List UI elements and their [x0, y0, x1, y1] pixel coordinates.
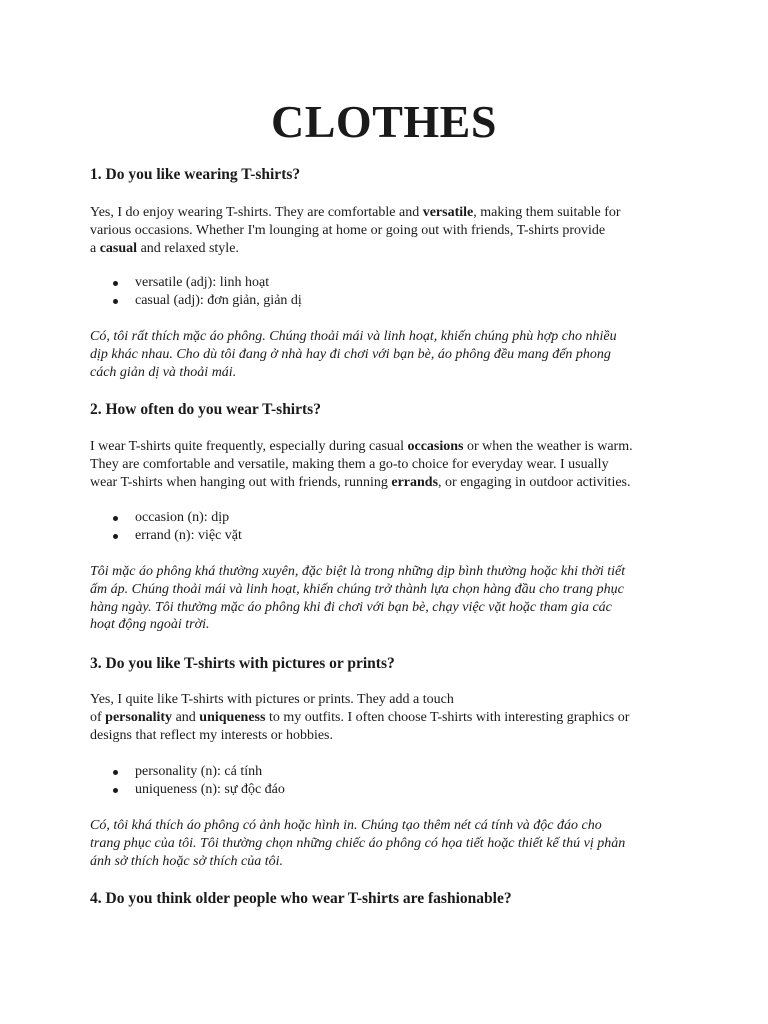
- answer-text: wear T-shirts when hanging out with friends, running: [90, 474, 392, 490]
- answer-line: various occasions. Whether I'm lounging at home or going out with friends, T-shirts provide: [90, 222, 606, 238]
- vocab-item: [90, 781, 285, 799]
- question-2-vocab-list: [90, 509, 242, 545]
- answer-text: to my outfits. I often choose T-shirts with interesting graphics or: [265, 709, 630, 725]
- bullet-icon: [113, 281, 118, 286]
- question-3-vocab-list: [90, 763, 285, 799]
- translation-line: Có, tôi rất thích mặc áo phông. Chúng thoải mái và linh hoạt, khiến chúng phù hợp cho nhiều: [90, 329, 617, 344]
- question-2-translation: [90, 563, 690, 634]
- translation-line: hoạt động ngoài trời.: [90, 617, 210, 633]
- translation-line: ánh sở thích hoặc sở thích của tôi.: [90, 853, 284, 869]
- answer-line: [90, 709, 690, 727]
- bullet-icon: [113, 516, 118, 521]
- vocab-item: [90, 527, 242, 545]
- question-1-heading: 1. Do you like wearing T-shirts?: [90, 166, 301, 183]
- vocab-highlight: uniqueness: [199, 709, 266, 725]
- question-3-heading: 3. Do you like T-shirts with pictures or prints?: [90, 655, 395, 672]
- answer-text: and relaxed style.: [137, 240, 239, 256]
- vocab-text: occasion (n): dịp: [135, 510, 230, 525]
- bullet-icon: [113, 534, 118, 539]
- vocab-text: errand (n): việc vặt: [135, 528, 242, 543]
- answer-line: [90, 474, 690, 492]
- question-4-heading: 4. Do you think older people who wear T-shirts are fashionable?: [90, 890, 512, 907]
- vocab-item: [90, 274, 302, 292]
- bullet-icon: [113, 299, 118, 304]
- answer-text: , making them suitable for: [473, 205, 621, 220]
- answer-text: and: [172, 709, 200, 725]
- answer-line: Yes, I quite like T-shirts with pictures or prints. They add a touch: [90, 692, 454, 707]
- translation-line: trang phục của tôi. Tôi thường chọn những chiếc áo phông có họa tiết hoặc thiết kế thú vị phản: [90, 835, 626, 851]
- bullet-icon: [113, 770, 118, 775]
- vocab-item: [90, 292, 302, 310]
- translation-line: cách giản dị và thoải mái.: [90, 364, 237, 380]
- vocab-highlight: errands: [391, 474, 439, 490]
- question-3-answer: [90, 691, 690, 744]
- answer-line: [90, 240, 690, 258]
- answer-line: [90, 204, 690, 222]
- answer-line: designs that reflect my interests or hobbies.: [90, 727, 333, 743]
- question-1-answer: [90, 204, 690, 257]
- question-3-translation: [90, 817, 690, 870]
- vocab-text: uniqueness (n): sự độc đáo: [135, 782, 285, 797]
- answer-text: I wear T-shirts quite frequently, especially during casual: [90, 439, 408, 454]
- translation-line: hàng ngày. Tôi thường mặc áo phông khi đi chơi với bạn bè, chạy việc vặt hoặc tham gia các: [90, 599, 612, 615]
- answer-text: or when the weather is warm.: [463, 439, 633, 454]
- answer-text: Yes, I do enjoy wearing T-shirts. They are comfortable and: [90, 205, 423, 220]
- bullet-icon: [113, 788, 118, 793]
- vocab-text: personality (n): cá tính: [135, 764, 263, 779]
- vocab-highlight: personality: [105, 709, 173, 725]
- vocab-text: casual (adj): đơn giản, giản dị: [135, 293, 302, 308]
- question-2-heading: 2. How often do you wear T-shirts?: [90, 401, 321, 418]
- answer-text: a: [90, 240, 100, 256]
- answer-text: , or engaging in outdoor activities.: [438, 474, 631, 490]
- answer-text: of: [90, 709, 106, 725]
- translation-line: dịp khác nhau. Cho dù tôi đang ở nhà hay đi chơi với bạn bè, áo phông đều mang đến phong: [90, 346, 611, 362]
- translation-line: ấm áp. Chúng thoải mái và linh hoạt, khiến chúng trở thành lựa chọn hàng đầu cho trang phục: [90, 581, 624, 597]
- vocab-highlight: versatile: [422, 205, 474, 220]
- vocab-text: versatile (adj): linh hoạt: [135, 275, 270, 290]
- vocab-item: [90, 509, 242, 527]
- page-title: CLOTHES: [271, 96, 497, 147]
- question-1-vocab-list: [90, 274, 302, 310]
- translation-line: Tôi mặc áo phông khá thường xuyên, đặc biệt là trong những dịp bình thường hoặc khi thời tiết: [90, 564, 626, 579]
- answer-line: [90, 438, 690, 456]
- vocab-highlight: casual: [99, 240, 138, 256]
- question-1-translation: [90, 328, 690, 381]
- vocab-item: [90, 763, 285, 781]
- question-2-answer: [90, 438, 690, 491]
- vocab-highlight: occasions: [407, 439, 464, 454]
- translation-line: Có, tôi khá thích áo phông có ảnh hoặc hình in. Chúng tạo thêm nét cá tính và độc đáo cho: [90, 818, 602, 833]
- answer-line: They are comfortable and versatile, making them a go-to choice for everyday wear. I usually: [90, 456, 609, 472]
